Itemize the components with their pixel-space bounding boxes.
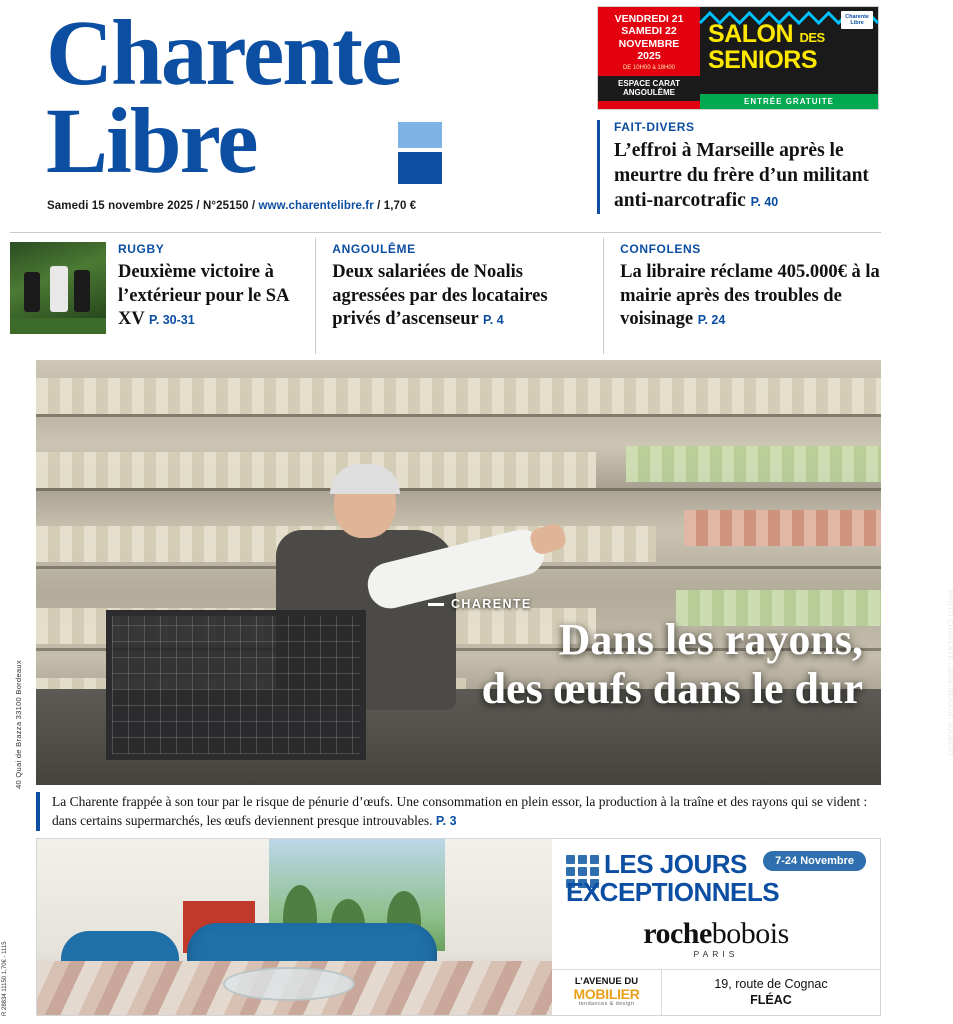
ad-title-block — [700, 7, 878, 109]
ad-copy-block — [552, 839, 880, 1015]
logo-line-2: Libre — [46, 90, 257, 194]
main-headline-line-1: Dans les rayons, — [558, 615, 863, 664]
ad-dates-badge: 7-24 Novembre — [763, 851, 866, 871]
teaser-page-ref: P. 30-31 — [149, 313, 195, 328]
masthead — [0, 0, 891, 228]
teaser-photo-rugby — [10, 242, 106, 334]
divider-masthead — [10, 232, 881, 233]
ad-date-line-4: 2025 — [637, 50, 661, 63]
teaser-page-ref: P. 40 — [750, 194, 779, 209]
photo-credit: PHOTO CHARENTE LIBRE/RENAUD JOUBERT — [945, 589, 953, 758]
ad-dates-block — [598, 7, 700, 109]
ad-brand-name: rochebobois — [643, 917, 789, 950]
spine-address: 40 Quai de Brazza 33100 Bordeaux — [13, 660, 23, 789]
main-story-photo — [36, 360, 953, 785]
shopping-cart — [106, 610, 366, 760]
teaser-headline: L’effroi à Marseille après le meurtre du frère d’un militant anti-narcotrafic P. 40 — [614, 140, 869, 211]
teaser-angouleme[interactable] — [315, 238, 593, 354]
teaser-fait-divers[interactable] — [597, 120, 879, 214]
issue-price: / 1,70 € — [373, 200, 417, 212]
ad-venue-line-1: ESPACE CARAT — [618, 78, 680, 88]
teaser-page-ref: P. 24 — [697, 313, 726, 328]
ad-roche-bobois[interactable] — [36, 838, 881, 1016]
teaser-headline: La libraire réclame 405.000€ à la mairie après des troubles de voisinage P. 24 — [620, 262, 880, 330]
ad-line-1: LES JOURS — [604, 849, 747, 879]
main-story-headline — [482, 615, 863, 714]
ad-publisher-badge: Charente Libre — [841, 11, 873, 29]
ad-venue-line-2: ANGOULÊME — [623, 88, 675, 98]
ad-salon-des-seniors[interactable] — [597, 6, 879, 110]
teaser-confolens[interactable] — [603, 238, 881, 354]
main-story-caption: La Charente frappée à son tour par le risque de pénurie d’œufs. Une consommation en plein essor, la production à la traîne et des rayons qui se vident : dans certains supermarchés, les œufs deviennent presque introuvables. P. 3 — [36, 792, 881, 831]
ad-entry-notice: ENTRÉE GRATUITE — [700, 94, 878, 109]
ad-date-line-2: SAMEDI 22 — [621, 25, 677, 38]
retailer-logo: L’AVENUE DU MOBILIER tendances & design — [552, 970, 662, 1015]
teaser-headline: Deux salariées de Noalis agressées par des locataires privés d’ascenseur P. 4 — [332, 262, 548, 330]
newspaper-logo — [46, 2, 586, 194]
teaser-kicker: CONFOLENS — [620, 242, 701, 256]
ad-title-salon: SALON DES — [708, 20, 825, 48]
issue-date: Samedi 15 novembre 2025 / N°25150 / — [47, 200, 259, 212]
barcode-text: R 28834 11150 1,70€ - 1115 — [2, 941, 8, 1016]
teaser-headline: Deuxième victoire à l’extérieur pour le SA XV P. 30-31 — [118, 262, 289, 330]
logo-line-1: Charente — [46, 2, 401, 105]
logo-squares-icon — [398, 122, 444, 184]
ad-date-line-3: NOVEMBRE — [618, 37, 680, 50]
ad-hours: DE 10H00 à 18H00 — [622, 64, 676, 71]
retailer-address: 19, route de Cognac FLÉAC — [714, 976, 828, 1007]
ad-date-line-1: VENDREDI 21 — [614, 13, 684, 25]
teaser-page-ref: P. 4 — [483, 313, 504, 328]
ad-line-2: EXCEPTIONNELS — [566, 877, 780, 907]
ad-interior-photo — [37, 839, 552, 1015]
ad-title-seniors: SENIORS — [708, 46, 818, 74]
teaser-kicker: FAIT-DIVERS — [614, 120, 695, 134]
website-url[interactable]: www.charentelibre.fr — [258, 200, 374, 212]
masthead-subline — [47, 200, 416, 212]
teaser-row — [10, 238, 881, 354]
main-story-kicker: CHARENTE — [428, 597, 532, 611]
teaser-kicker: RUGBY — [118, 242, 165, 256]
ad-retailer-bar — [552, 969, 880, 1015]
caption-page-ref: P. 3 — [435, 814, 457, 829]
teaser-rugby[interactable] — [10, 238, 305, 354]
main-headline-line-2: des œufs dans le dur — [481, 664, 863, 714]
teaser-kicker: ANGOULÊME — [332, 242, 416, 256]
ad-brand-sub: PARIS — [693, 949, 739, 959]
